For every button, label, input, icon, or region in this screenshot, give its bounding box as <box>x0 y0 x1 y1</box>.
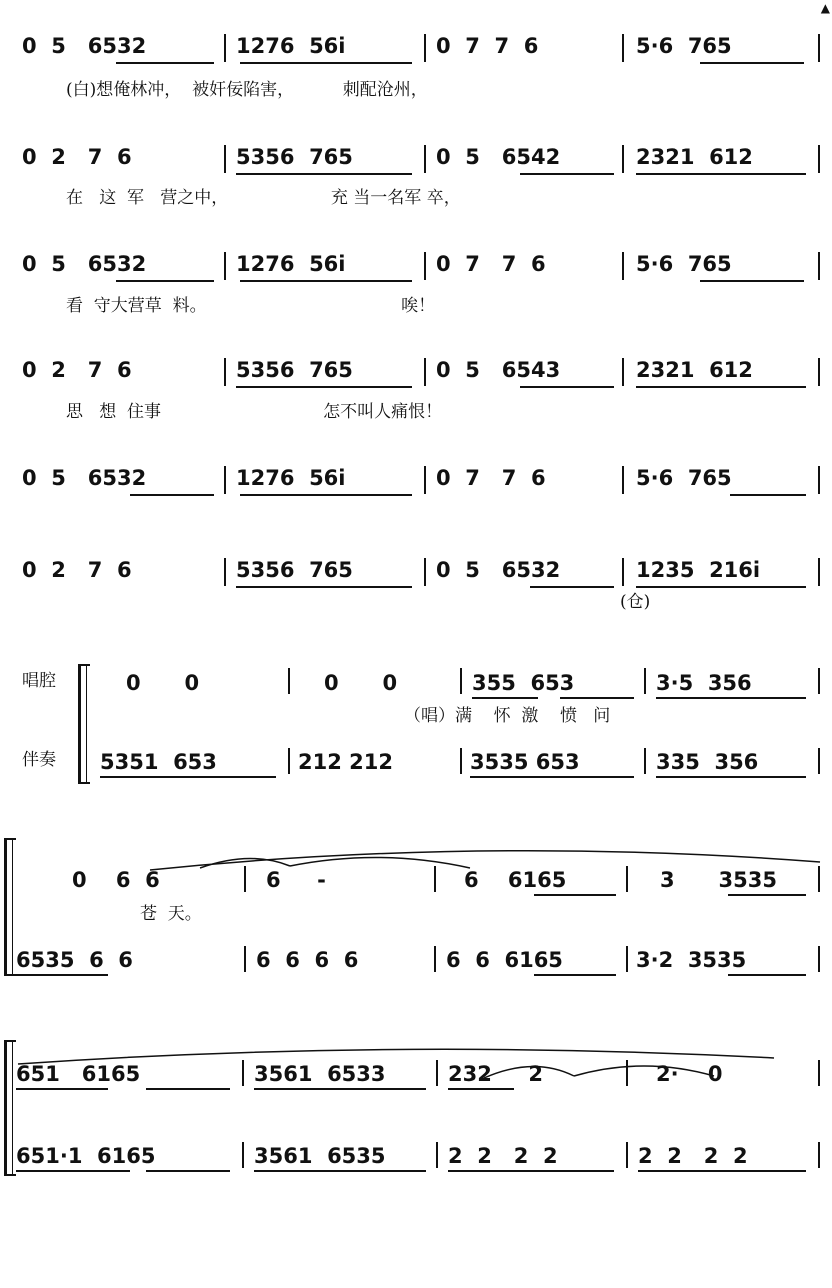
measure: 1235 216i <box>636 558 761 582</box>
measure: 5·6 765 <box>636 252 732 276</box>
lyric-line: 在 这 军 营之中， 充 当一名军 卒， <box>66 188 461 208</box>
measure: 0 5 6532 <box>22 252 147 276</box>
accomp-measure: 2 2 2 2 <box>448 1144 558 1168</box>
measure: 0 5 6532 <box>436 558 561 582</box>
accomp-measure: 3535 653 <box>470 750 580 774</box>
measure: 0 7 7 6 <box>436 252 546 276</box>
voice-measure: 3561 6533 <box>254 1062 386 1086</box>
barline <box>424 145 426 173</box>
voice-measure: 651 6165 <box>16 1062 141 1086</box>
measure: 5356 765 <box>236 358 353 382</box>
barline <box>424 466 426 494</box>
barline <box>818 558 820 586</box>
measure: 0 2 7 6 <box>22 558 132 582</box>
voice-measure: 3·5 356 <box>656 671 752 695</box>
measure: 5356 765 <box>236 558 353 582</box>
measure: 2321 612 <box>636 358 753 382</box>
measure: 5·6 765 <box>636 466 732 490</box>
voice-measure: 6 6165 <box>464 868 567 892</box>
barline <box>224 34 226 62</box>
measure: 1276 56i <box>236 252 346 276</box>
measure: 0 7 7 6 <box>436 466 546 490</box>
voice-measure: 232 2 <box>448 1062 544 1086</box>
voice-measure: 0 6 6 <box>72 868 160 892</box>
accomp-measure: 5351 653 <box>100 750 217 774</box>
accomp-measure: 3561 6535 <box>254 1144 386 1168</box>
barline <box>224 358 226 386</box>
measure: 0 5 6543 <box>436 358 561 382</box>
voice-lyric: 苍 天。 <box>140 904 202 924</box>
lyric-line: 看 守大营草 料。 唉！ <box>66 296 436 316</box>
measure: 0 5 6532 <box>22 34 147 58</box>
accomp-measure: 6 6 6165 <box>446 948 563 972</box>
lyric-line: 思 想 住事 怎不叫人痛恨！ <box>66 402 443 422</box>
voice-label: 唱腔 <box>22 671 56 691</box>
barline <box>224 466 226 494</box>
accomp-measure: 2 2 2 2 <box>638 1144 748 1168</box>
lyric-line: (白)想俺林冲， 被奸佞陷害， 刺配沧州， <box>66 80 428 100</box>
measure: 5·6 765 <box>636 34 732 58</box>
page-marker: ▲ <box>820 1 830 15</box>
barline <box>818 466 820 494</box>
measure: 0 7 7 6 <box>436 34 539 58</box>
barline <box>818 358 820 386</box>
barline <box>224 252 226 280</box>
accomp-measure: 6535 6 6 <box>16 948 133 972</box>
measure: 1276 56i <box>236 34 346 58</box>
barline <box>424 34 426 62</box>
accomp-measure: 6 6 6 6 <box>256 948 359 972</box>
barline <box>622 358 624 386</box>
barline <box>424 558 426 586</box>
barline <box>818 145 820 173</box>
voice-measure: 0 0 <box>126 671 200 695</box>
barline <box>818 34 820 62</box>
barline <box>424 358 426 386</box>
barline <box>622 466 624 494</box>
measure: 1276 56i <box>236 466 346 490</box>
barline <box>622 34 624 62</box>
measure: 2321 612 <box>636 145 753 169</box>
measure: 0 2 7 6 <box>22 358 132 382</box>
barline <box>622 145 624 173</box>
system-bracket <box>78 664 81 784</box>
voice-measure: 0 0 <box>324 671 398 695</box>
barline <box>224 558 226 586</box>
barline <box>622 558 624 586</box>
measure: 5356 765 <box>236 145 353 169</box>
system-bracket <box>4 1040 7 1176</box>
measure: 0 2 7 6 <box>22 145 132 169</box>
barline <box>818 252 820 280</box>
voice-measure: 3 3535 <box>660 868 777 892</box>
measure: 0 5 6542 <box>436 145 561 169</box>
voice-measure: 2· 0 <box>656 1062 723 1086</box>
accomp-measure: 651·1 6165 <box>16 1144 156 1168</box>
accomp-measure: 212 212 <box>298 750 393 774</box>
accomp-measure: 335 356 <box>656 750 759 774</box>
system-bracket <box>4 838 7 976</box>
barline <box>622 252 624 280</box>
voice-measure: 6 - <box>266 868 326 892</box>
measure: 0 5 6532 <box>22 466 147 490</box>
accomp-measure: 3·2 3535 <box>636 948 747 972</box>
barline <box>424 252 426 280</box>
barline <box>224 145 226 173</box>
voice-lyric: （唱）满 怀 激 愤 问 <box>404 706 611 726</box>
voice-measure: 355 653 <box>472 671 575 695</box>
percussion-note: (仓) <box>620 592 651 612</box>
accomp-label: 伴奏 <box>22 750 56 770</box>
